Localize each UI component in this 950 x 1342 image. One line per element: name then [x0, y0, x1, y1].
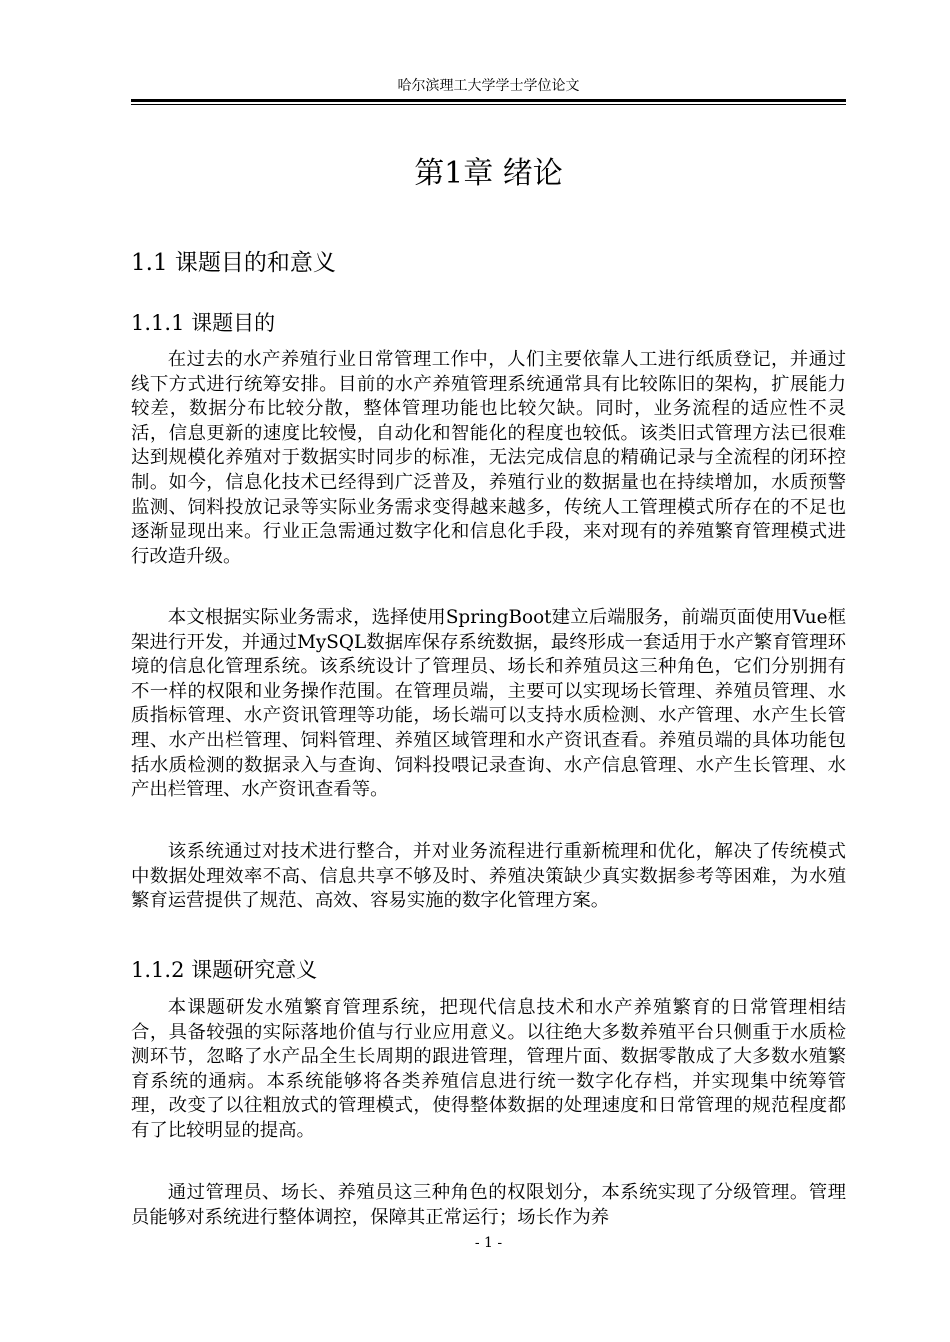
- header-rule-thick: [131, 99, 846, 102]
- paragraph-1-1-1-b: 本文根据实际业务需求，选择使用SpringBoot建立后端服务，前端页面使用Vue框架进行开发，并通过MySQL数据库保存系统数据，最终形成一套适用于水产繁育管理环境的信息化管理系统。该系统设计了管理员、场长和养殖员这三种角色，它们分别拥有不一样的权限和业务操作范围。在管理员端，主要可以实现场长管理、养殖员管理、水质指标管理、水产资讯管理等功能，场长端可以支持水质检测、水产管理、水产生长管理、水产出栏管理、饲料管理、养殖区域管理和水产资讯查看。养殖员端的具体功能包括水质检测的数据录入与查询、饲料投喂记录查询、水产信息管理、水产生长管理、水产出栏管理、水产资讯查看等。: [131, 607, 846, 801]
- section-heading-1-1: 1.1 课题目的和意义: [131, 250, 336, 276]
- paragraph-1-1-1-a: 在过去的水产养殖行业日常管理工作中，人们主要依靠人工进行纸质登记，并通过线下方式进行统筹安排。目前的水产养殖管理系统通常具有比较陈旧的架构，扩展能力较差，数据分布比较分散，整体管理功能也比较欠缺。同时，业务流程的适应性不灵活，信息更新的速度比较慢，自动化和智能化的程度也较低。该类旧式管理方法已很难达到规模化养殖对于数据实时同步的标准，无法完成信息的精确记录与全流程的闭环控制。如今，信息化技术已经得到广泛普及，养殖行业的数据量也在持续增加，水质预警监测、饲料投放记录等实际业务需求变得越来越多，传统人工管理模式所存在的不足也逐渐显现出来。行业正急需通过数字化和信息化手段，来对现有的养殖繁育管理模式进行改造升级。: [131, 349, 846, 567]
- paragraph-1-1-1-c: 该系统通过对技术进行整合，并对业务流程进行重新梳理和优化，解决了传统模式中数据处理效率不高、信息共享不够及时、养殖决策缺少真实数据参考等困难，为水殖繁育运营提供了规范、高效、容易实施的数字化管理方案。: [131, 841, 846, 912]
- paragraph-1-1-2-a: 本课题研发水殖繁育管理系统，把现代信息技术和水产养殖繁育的日常管理相结合，具备较强的实际落地价值与行业应用意义。以往绝大多数养殖平台只侧重于水质检测环节，忽略了水产品全生长周期的跟进管理，管理片面、数据零散成了大多数水殖繁育系统的通病。本系统能够将各类养殖信息进行统一数字化存档，并实现集中统筹管理，改变了以往粗放式的管理模式，使得整体数据的处理速度和日常管理的规范程度都有了比较明显的提高。: [131, 997, 846, 1141]
- paragraph-1-1-2-b: 通过管理员、场长、养殖员这三种角色的权限划分，本系统实现了分级管理。管理员能够对系统进行整体调控，保障其正常运行；场长作为养: [131, 1182, 846, 1228]
- page-number: - 1 -: [474, 1235, 503, 1251]
- section-heading-1-1-2: 1.1.2 课题研究意义: [131, 958, 318, 982]
- section-heading-1-1-1: 1.1.1 课题目的: [131, 311, 276, 335]
- chapter-title: 第1章 绪论: [414, 156, 563, 191]
- header-rule-thin: [131, 104, 846, 105]
- running-header: 哈尔滨理工大学学士学位论文: [397, 78, 580, 94]
